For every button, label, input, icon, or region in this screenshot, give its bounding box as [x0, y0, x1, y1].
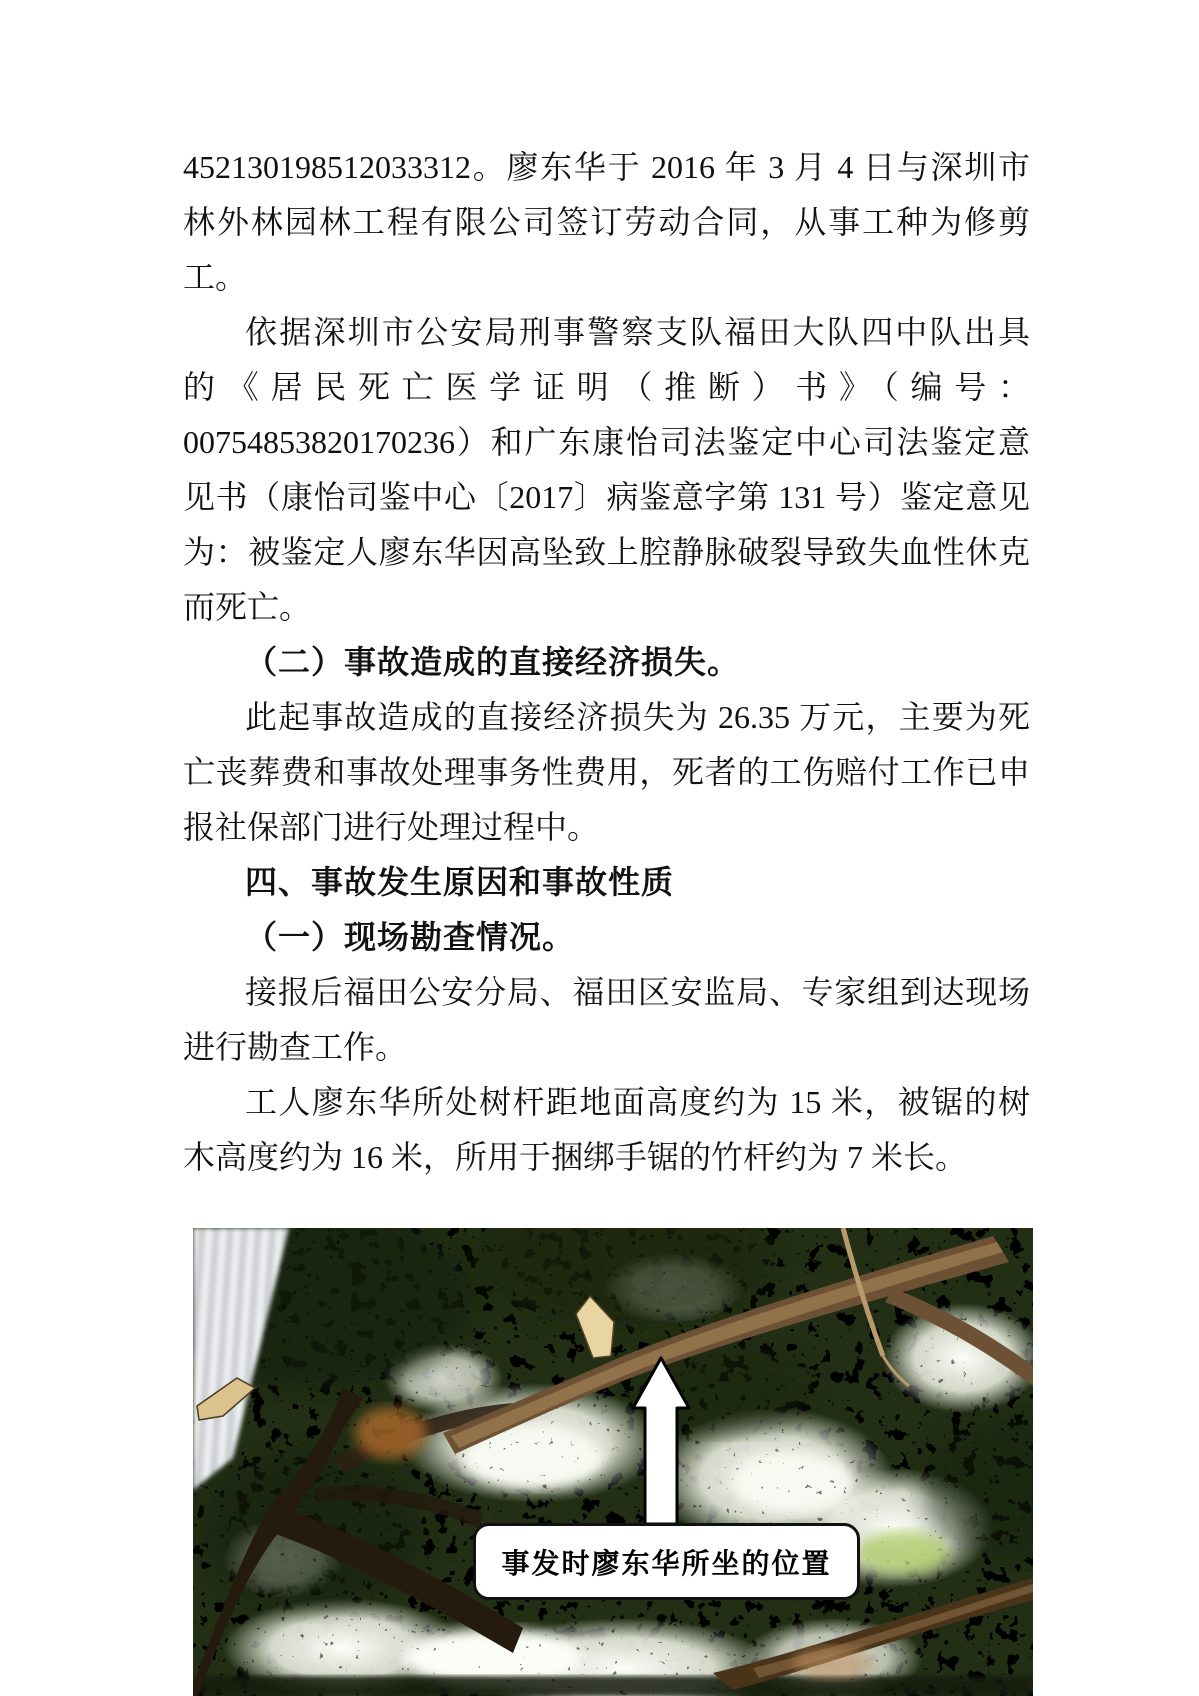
text-line: 00754853820170236）和广东康怡司法鉴定中心司法鉴定意 — [183, 424, 1030, 460]
tree-canopy-illustration — [193, 1228, 1033, 1696]
scene-photo — [193, 1228, 1033, 1696]
section-heading: 四、事故发生原因和事故性质 — [245, 864, 675, 900]
text-line: 木高度约为 16 米，所用于捆绑手锯的竹杆约为 7 米长。 — [183, 1139, 968, 1175]
section-heading: （二）事故造成的直接经济损失。 — [245, 644, 741, 680]
text-line: 报社保部门进行处理过程中。 — [183, 809, 600, 845]
text-line: 接报后福田公安分局、福田区安监局、专家组到达现场 — [245, 974, 1030, 1010]
text-line: 452130198512033312。廖东华于 2016 年 3 月 4 日与深圳市 — [183, 149, 1030, 185]
photo-caption-label: 事发时廖东华所坐的位置 — [501, 1547, 832, 1579]
text-line: 此起事故造成的直接经济损失为 26.35 万元，主要为死 — [245, 699, 1030, 735]
document-lines — [183, 140, 1030, 1185]
text-line: 工人廖东华所处树杆距地面高度约为 15 米，被锯的树 — [245, 1084, 1030, 1120]
text-line: 亡丧葬费和事故处理事务性费用，死者的工伤赔付工作已申 — [183, 754, 1030, 790]
text-line: 而死亡。 — [183, 589, 312, 625]
text-line: 见书（康怡司鉴中心〔2017〕病鉴意字第 131 号）鉴定意见 — [183, 479, 1030, 515]
text-line: 工。 — [183, 259, 248, 295]
text-line: 为：被鉴定人廖东华因高坠致上腔静脉破裂导致失血性休克 — [183, 534, 1030, 570]
photo-caption-box — [473, 1523, 860, 1600]
section-heading: （一）现场勘查情况。 — [245, 919, 576, 955]
text-line: 的《居民死亡医学证明（推断）书》（编号： — [183, 369, 1030, 405]
text-line: 林外林园林工程有限公司签订劳动合同，从事工种为修剪 — [183, 204, 1030, 240]
text-line: 依据深圳市公安局刑事警察支队福田大队四中队出具 — [245, 314, 1030, 350]
text-line: 进行勘查工作。 — [183, 1029, 408, 1065]
